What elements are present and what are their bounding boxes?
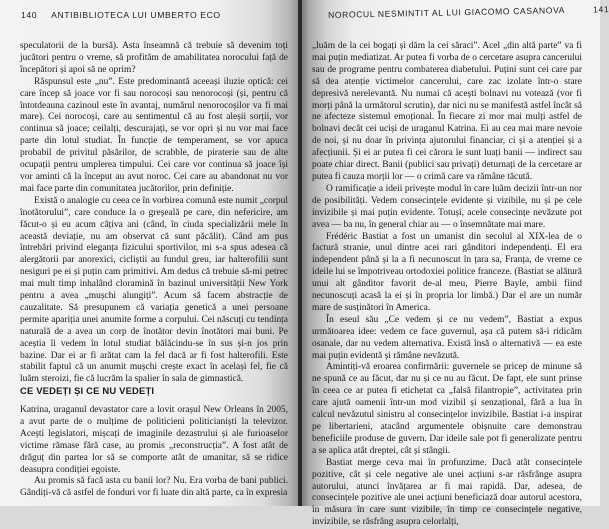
right-page-number: 141 bbox=[592, 4, 609, 15]
section-heading: CE VEDEȚI ȘI CE NU VEDEȚI bbox=[20, 385, 155, 396]
paragraph: Au promis să facă asta cu banii lor? Nu. Era vorba de bani publici. Gândiți-vă că astfel de fonduri vor fi luate din altă parte, ca în expresia bbox=[20, 476, 288, 499]
paragraph: Există o analogie cu ceea ce în vorbirea comună este numit „corpul înotătorului”, care conduce la o greșeală pe care, din nefericire, am făcut-o și eu acum câțiva ani (când, în ciuda specializării mele în această deviație, nu am observat că sunt păcălit). Când am pus întrebări privind eleganța fizicului sportivilor, mi s-a spus adesea că alergătorii par anorexici, cicliștii au fundul greu, iar halterofilii sunt nesiguri pe ei și puțin cam primitivi. Am dedus că trebuie să-mi petrec mai mult timp inhalând cloramină în bazinul universității New York pentru a avea „mușchi alungiți”. Acum să facem abstracție de cauzalitate. Să presupunem că variația genetică a unei persoane permite apariția unei anumite forme a corpului. Cei născuți cu tendința naturală de a avea un corp de înotător devin înotători mai buni. Pe aceștia îi vedem în lotul studiat bălăcindu-se în sus și-n jos prin bazine. Dar ei ar fi arătat cam la fel dacă ar fi fost halterofili. Este stabilit faptul că un anumit mușchi crește exact în același fel, fie că luăm steroizi, fie că lucrăm la spalier în sala de gimnastică. bbox=[20, 195, 288, 385]
paragraph: speculatorii de la bursă). Asta înseamnă că trebuie să devenim toți jucători pentru o vreme, să profităm de amabilitatea norocului față de începători și apoi să ne oprim? bbox=[20, 41, 288, 75]
book-gutter bbox=[298, 0, 302, 506]
right-page bbox=[300, 0, 609, 528]
paragraph: „luăm de la cei bogați și dăm la cei săraci”. Acel „din altă parte” va fi mai puțin mediatizat. Ar putea fi vorba de o cercetare asupra cancerului sau de programe pentru combaterea diabetului. Puțini sunt cei care par să dea atenție victimelor cancerului, care zac izolate într-o stare depresivă nerelevantă. Nu numai că acești bolnavi nu votează (vor fi morți până la următorul scrutin), dar nici nu se manifestă astfel încât să ne afecteze sistemul emoțional. În fiecare zi mor mai mulți astfel de bolnavi decât cei uciși de uraganul Katrina. Ei au cea mai mare nevoie de noi, și nu doar în privința ajutorului financiar, ci și a atenției și a afecțiunii. Și ei ar putea fi cei cărora le sunt luați banii — indirect sau poate chiar direct. Banii (publici sau privați) deturnați de la cercetare ar putea fi cauza morții lor — o crimă care va rămâne tăcută. bbox=[312, 41, 582, 182]
paragraph: Amintiți-vă eroarea confirmării: guvernele se pricep de minune să ne spună ce au făcut, dar nu și ce nu au făcut. De fapt, ele sunt prinse în ceea ce ar putea fi etichetat ca „falsă filantropie”, activitatea prin care ajută oamenii într-un mod vizibil și senzațional, fără a lua în calcul nevăzutul sinistru al consecințelor invizibile. Bastiat i-a inspirat pe libertarieni, atacând argumentele obișnuite care demonstrau beneficiile produse de guvern. Dar ideile sale pot fi generalizate pentru a se aplica atât dreptei, cât și stângii. bbox=[312, 362, 582, 456]
left-running-title: ANTIBIBLIOTECA LUI UMBERTO ECO bbox=[51, 10, 221, 20]
paragraph: O ramificație a ideii privește modul în care luăm decizii într-un nor de posibilități. Vedem consecințele evidente și vizibile, nu și pe cele invizibile și mai puțin evidente. Totuși, acele consecințe nevăzute pot avea — ba nu, în general chiar au — o însemnătate mai mare. bbox=[312, 183, 582, 230]
right-running-head bbox=[328, 4, 609, 20]
right-body-text bbox=[312, 41, 582, 529]
paragraph: Răspunsul este „nu”. Este predominantă aceeași iluzie optică: cei care încep să joace vor fi sau norocoși sau nenorocoși (și, pentru că întotdeauna cazinoul este în avantaj, numărul nenorocoșilor va fi mai mare). Cei norocoși, care au sentimentul că au fost aleșii sorții, vor continua să joace; ceilalți, descurajați, se vor opri și nu vor mai face parte din lotul studiat. În funcție de temperament, se vor apuca probabil de privitul păsărilor, de scrabble, de piraterie sau de alte ocupații pentru umplerea timpului. Cei care vor continua să joace își vor aminti că la început au avut noroc. Cei care au abandonat nu vor mai face parte din comunitatea jucătorilor, prin definiție. bbox=[20, 76, 288, 194]
left-page bbox=[0, 0, 300, 506]
section-body-text bbox=[20, 405, 288, 500]
right-running-title: NOROCUL NESMINTIT AL LUI GIACOMO CASANOVA bbox=[327, 5, 566, 20]
left-page-number: 140 bbox=[21, 10, 38, 20]
paragraph: În eseul său „Ce vedem și ce nu vedem”, Bastiat a expus următoarea idee: vedem ce face guvernul, așa că putem să-i ridicăm osanale, dar nu vedem alternativa. Există însă o alternativă — ea este mai puțin evidentă și rămâne nevăzută. bbox=[312, 314, 582, 361]
paragraph: Bastiat merge ceva mai în profunzime. Dacă atât consecințele pozitive, cât și cele negative ale unei acțiuni s-ar răsfrânge asupra autorului, atunci învățarea ar fi mai rapidă. Dar, adesea, de consecințele pozitive ale unei acțiuni beneficiază doar autorul acestora, în măsura în care sunt vizibile, în timp ce consecințele negative, invizibile, se răsfrâng asupra celorlalți, bbox=[312, 457, 582, 528]
paragraph: Katrina, uraganul devastator care a lovit orașul New Orleans în 2005, a avut parte de o mulțime de politicieni politicianiști la televizor. Acești legislatori, mișcați de imaginile dezastrului și ale furioaselor victime rămase fără case, au promis „reconstrucția”. A fost atât de drăguț din partea lor să se comporte atât de umanitar, să se ridice deasupra condiției egoiste. bbox=[20, 405, 288, 475]
left-body-text bbox=[20, 41, 288, 386]
left-running-head bbox=[21, 10, 221, 20]
paragraph: Frédéric Bastiat a fost un umanist din secolul al XIX-lea de o factură stranie, unul dintre acei rari gânditori independenți. El era independent până și la a fi necunoscut în țara sa, Franța, de vreme ce ideile lui se împotriveau ortodoxiei politice franceze. (Bastiat se alătură unui alt gânditor favorit de-al meu, Pierre Bayle, ambii fiind necunoscuți acasă la ei și în propria lor limbă.) Dar el are un număr mare de susținători în America. bbox=[312, 231, 582, 313]
